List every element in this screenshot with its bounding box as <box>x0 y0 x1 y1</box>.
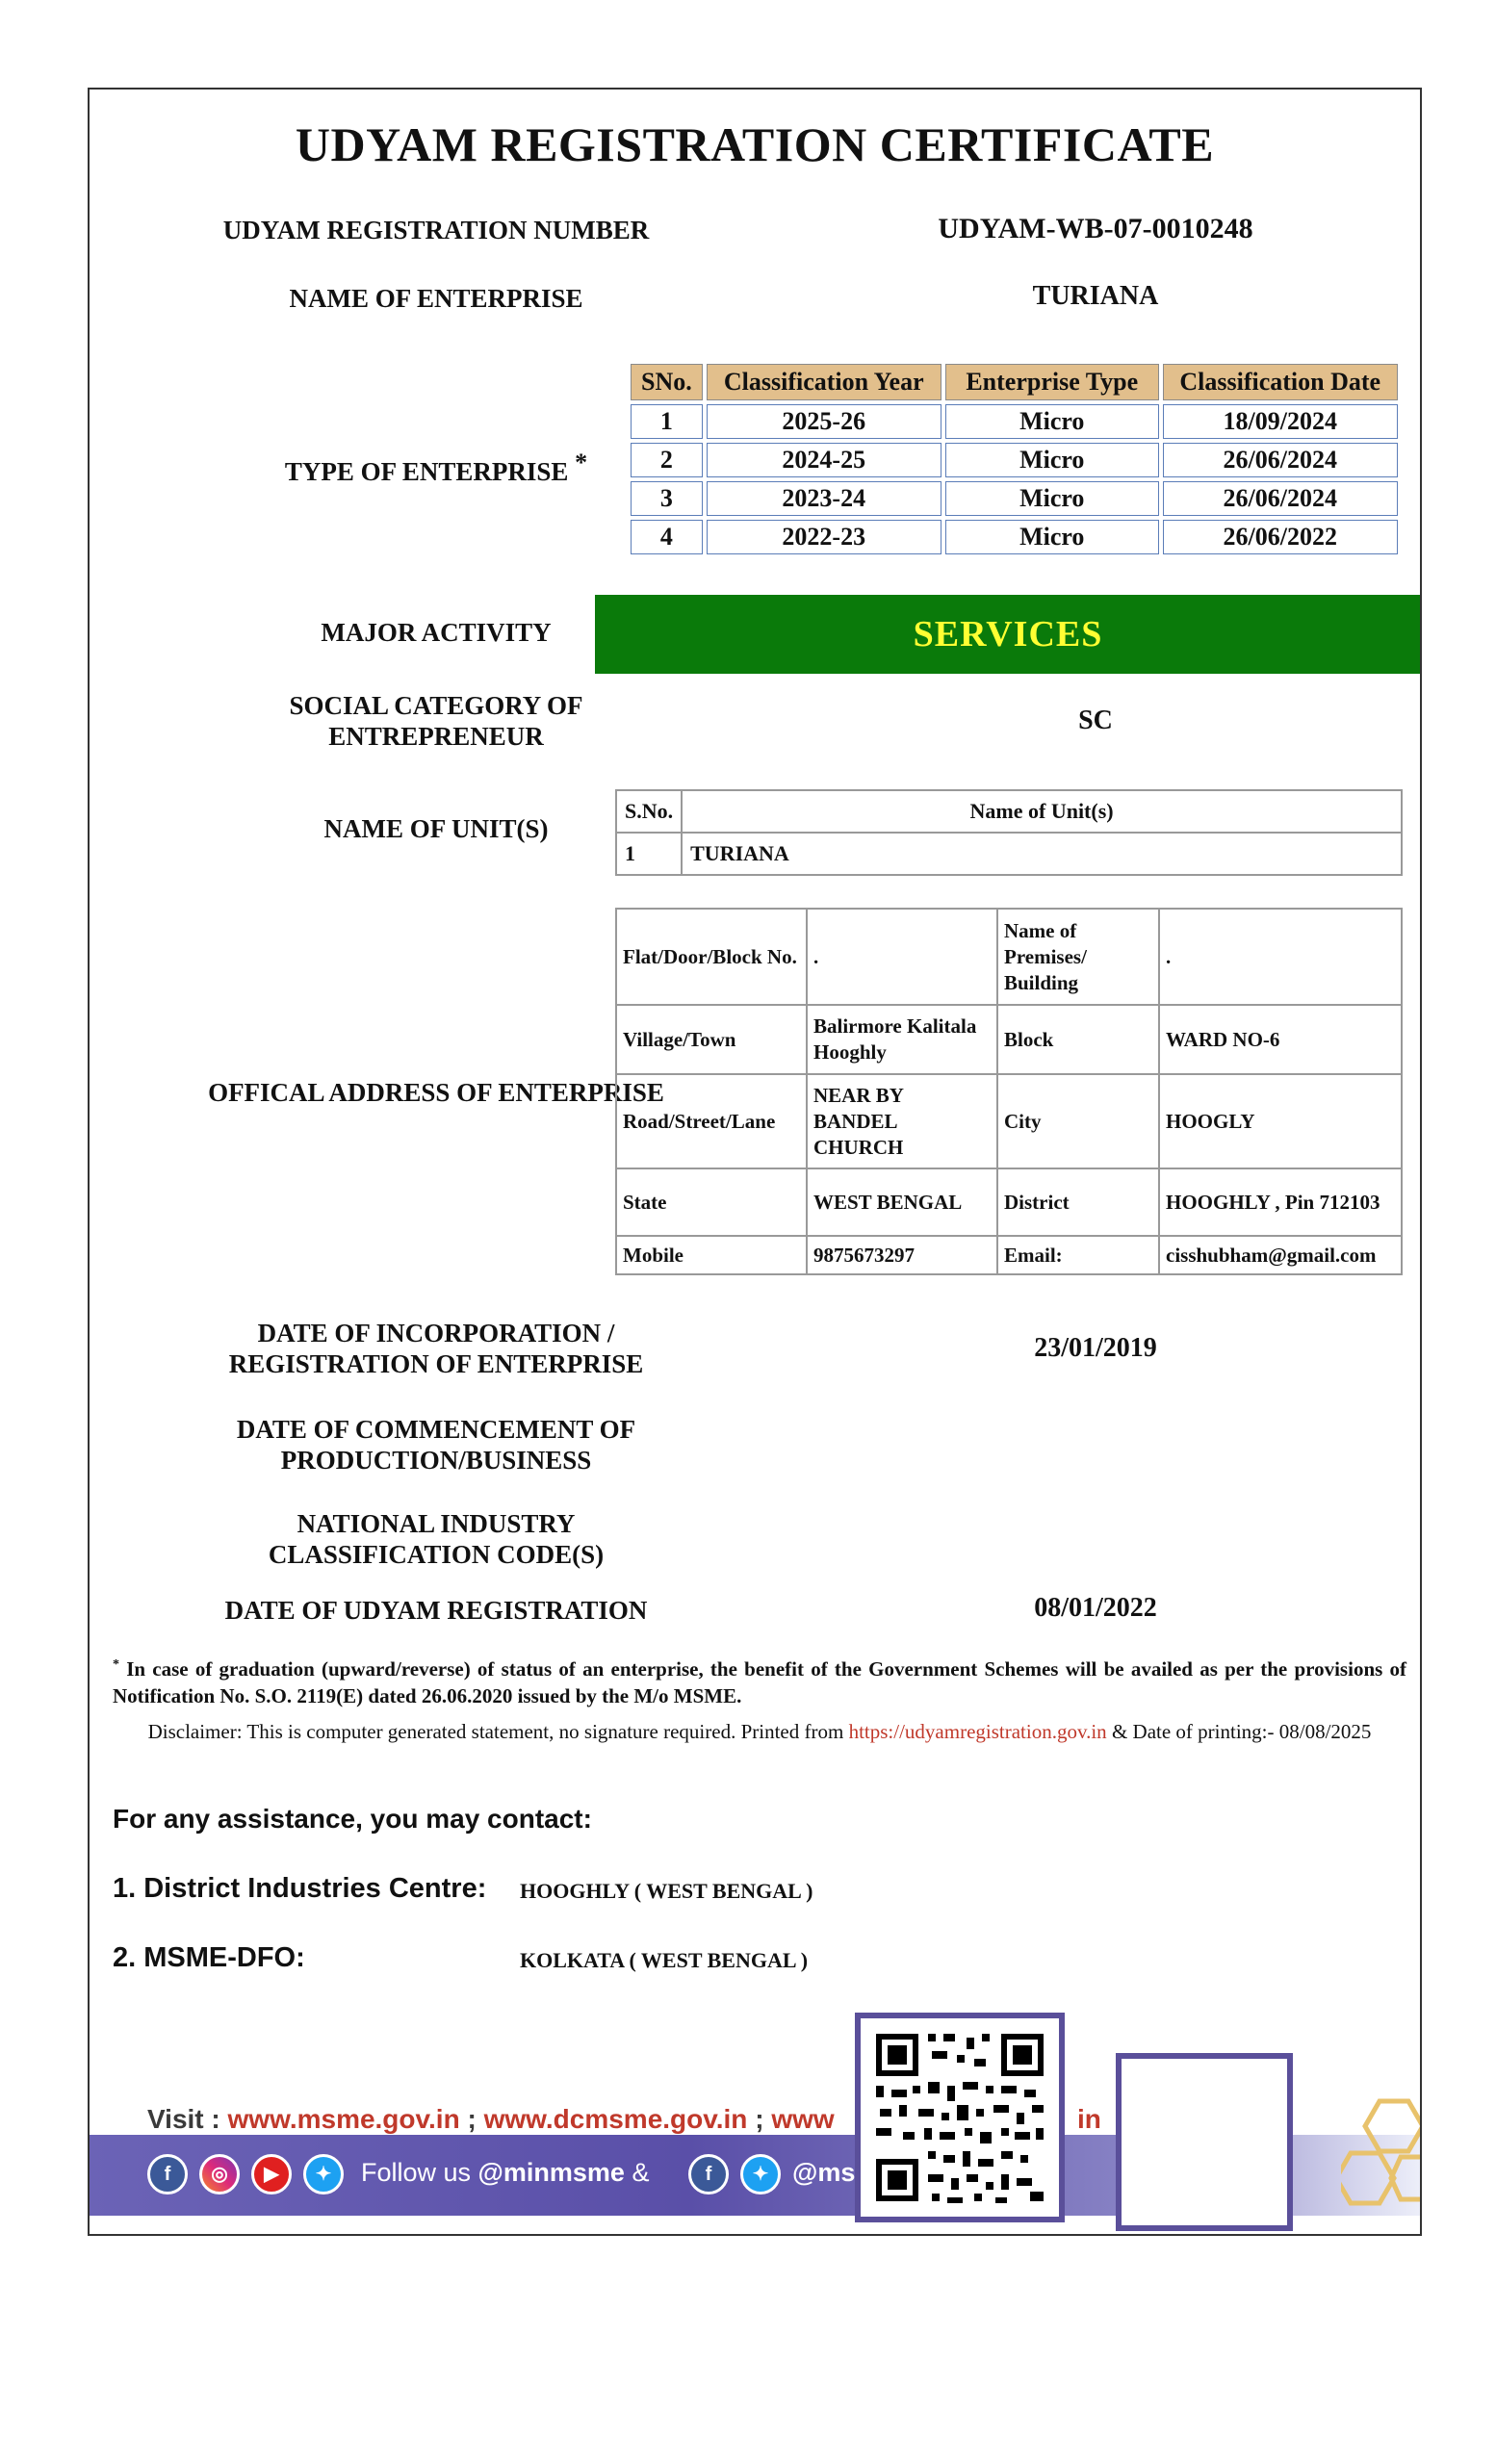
social-category-value: SC <box>1078 706 1113 735</box>
follow-handle[interactable]: @minmsme <box>477 2158 625 2187</box>
dfo-value: KOLKATA ( WEST BENGAL ) <box>520 1948 809 1972</box>
commencement-label-line1: DATE OF COMMENCEMENT OF <box>236 1415 636 1444</box>
cell-date: 18/09/2024 <box>1163 404 1398 439</box>
address-cell-value: WEST BENGAL <box>807 1168 997 1236</box>
photo-placeholder <box>1116 2053 1293 2231</box>
address-cell-label: Name of Premises/ Building <box>997 909 1159 1005</box>
address-cell-label: Mobile <box>616 1236 807 1274</box>
note-marker: * <box>113 1657 119 1672</box>
address-cell-value: cisshubham@gmail.com <box>1159 1236 1402 1274</box>
follow-handle-2[interactable]: @ms <box>792 2158 856 2187</box>
udyam-date-label: DATE OF UDYAM REGISTRATION <box>224 1596 648 1625</box>
nic-label <box>109 1508 763 1570</box>
cell-date: 26/06/2022 <box>1163 520 1398 554</box>
instagram-icon[interactable]: ◎ <box>199 2154 240 2194</box>
follow-amp: & <box>624 2158 650 2187</box>
address-cell-value: HOOGHLY , Pin 712103 <box>1159 1168 1402 1236</box>
certificate-title: UDYAM REGISTRATION CERTIFICATE <box>295 117 1215 171</box>
table-row <box>616 1005 1402 1074</box>
address-table <box>615 908 1403 1275</box>
registration-number-label: UDYAM REGISTRATION NUMBER <box>222 216 650 244</box>
cell-date: 26/06/2024 <box>1163 481 1398 516</box>
visit-line <box>147 2104 1101 2135</box>
dfo-label: 2. MSME-DFO: <box>113 1942 305 1973</box>
table-header-row <box>631 364 1398 400</box>
header-sno: SNo. <box>631 364 703 400</box>
cell-sno: 4 <box>631 520 703 554</box>
table-row <box>616 833 1402 875</box>
graduation-note <box>113 1652 1406 1709</box>
social-category-label-line1: SOCIAL CATEGORY OF <box>289 691 583 720</box>
cell-sno: 1 <box>631 404 703 439</box>
cell-year: 2024-25 <box>707 443 941 477</box>
table-row <box>631 520 1398 554</box>
visit-link-msme[interactable]: www.msme.gov.in <box>227 2104 460 2134</box>
visit-separator: ; <box>459 2104 484 2134</box>
address-cell-value: WARD NO-6 <box>1159 1005 1402 1074</box>
qr-code <box>855 2013 1065 2222</box>
major-activity-label: MAJOR ACTIVITY <box>321 618 552 647</box>
table-row <box>631 481 1398 516</box>
table-row <box>631 404 1398 439</box>
cell-type: Micro <box>945 404 1159 439</box>
incorporation-label-line1: DATE OF INCORPORATION / <box>257 1319 615 1348</box>
cell-type: Micro <box>945 481 1159 516</box>
units-table <box>615 789 1403 876</box>
header-sno: S.No. <box>616 790 682 833</box>
cell-sno: 1 <box>616 833 682 875</box>
incorporation-label-line2: REGISTRATION OF ENTERPRISE <box>228 1349 644 1378</box>
address-cell-label: Flat/Door/Block No. <box>616 909 807 1005</box>
address-cell-label: State <box>616 1168 807 1236</box>
address-cell-label: Village/Town <box>616 1005 807 1074</box>
assistance-heading: For any assistance, you may contact: <box>113 1804 592 1834</box>
table-row <box>616 1074 1402 1168</box>
header-enterprise-type: Enterprise Type <box>945 364 1159 400</box>
udyam-date-value: 08/01/2022 <box>1034 1593 1157 1623</box>
enterprise-type-label-text: TYPE OF ENTERPRISE <box>284 457 569 486</box>
cell-unit-name: TURIANA <box>682 833 1402 875</box>
twitter-icon[interactable]: ✦ <box>740 2154 781 2194</box>
table-row <box>616 1168 1402 1236</box>
units-label: NAME OF UNIT(S) <box>323 814 549 843</box>
facebook-icon[interactable]: f <box>147 2154 188 2194</box>
twitter-icon[interactable]: ✦ <box>303 2154 344 2194</box>
major-activity-value: SERVICES <box>595 595 1421 674</box>
enterprise-name-value: TURIANA <box>1032 281 1159 311</box>
visit-link-third[interactable]: www <box>771 2104 835 2134</box>
cell-date: 26/06/2024 <box>1163 443 1398 477</box>
note-text: In case of graduation (upward/reverse) of status of an enterprise, the benefit of the Government Schemes will be availed as per the provisions of Notification No. S.O. 2119(E) dated 26.06.2020 issued by the M/o MSME. <box>113 1657 1407 1707</box>
dic-value: HOOGHLY ( WEST BENGAL ) <box>520 1879 813 1903</box>
header-classification-date: Classification Date <box>1163 364 1398 400</box>
enterprise-name-label: NAME OF ENTERPRISE <box>289 284 583 313</box>
address-label: OFFICAL ADDRESS OF ENTERPRISE <box>208 1078 664 1107</box>
disclaimer-suffix: & Date of printing:- 08/08/2025 <box>1106 1720 1372 1743</box>
disclaimer-prefix: Disclaimer: This is computer generated statement, no signature required. Printed from <box>147 1720 849 1743</box>
honeycomb-decoration-icon <box>1341 2092 1422 2207</box>
address-cell-label: City <box>997 1074 1159 1168</box>
table-row <box>616 1236 1402 1274</box>
address-cell-value: Balirmore Kalitala Hooghly <box>807 1005 997 1074</box>
address-cell-value: . <box>1159 909 1402 1005</box>
header-classification-year: Classification Year <box>707 364 941 400</box>
address-cell-value: NEAR BY BANDEL CHURCH <box>807 1074 997 1168</box>
disclaimer <box>113 1719 1406 1745</box>
header-unit-name: Name of Unit(s) <box>682 790 1402 833</box>
cell-sno: 3 <box>631 481 703 516</box>
registration-number-value: UDYAM-WB-07-0010248 <box>938 213 1253 244</box>
table-row <box>631 443 1398 477</box>
follow-text: Follow us <box>361 2158 478 2187</box>
cell-sno: 2 <box>631 443 703 477</box>
social-category-label-line2: ENTREPRENEUR <box>328 722 544 751</box>
facebook-icon[interactable]: f <box>688 2154 729 2194</box>
table-header-row <box>616 790 1402 833</box>
nic-label-line2: CLASSIFICATION CODE(S) <box>268 1540 605 1569</box>
follow-line <box>361 2158 649 2188</box>
cell-year: 2022-23 <box>707 520 941 554</box>
address-cell-value: . <box>807 909 997 1005</box>
enterprise-type-table <box>627 360 1402 558</box>
incorporation-value: 23/01/2019 <box>1034 1333 1157 1363</box>
table-row <box>616 909 1402 1005</box>
enterprise-type-asterisk: * <box>575 449 588 476</box>
address-cell-label: Road/Street/Lane <box>616 1074 807 1168</box>
certificate-frame <box>88 88 1422 2236</box>
nic-label-line1: NATIONAL INDUSTRY <box>297 1509 576 1538</box>
cell-year: 2025-26 <box>707 404 941 439</box>
commencement-label <box>109 1414 763 1476</box>
visit-separator-2: ; <box>747 2104 772 2134</box>
visit-label: Visit : <box>147 2104 228 2134</box>
disclaimer-link[interactable]: https://udyamregistration.gov.in <box>848 1720 1107 1743</box>
address-cell-label: District <box>997 1168 1159 1236</box>
visit-link-third-end: in <box>1077 2104 1101 2134</box>
cell-year: 2023-24 <box>707 481 941 516</box>
address-cell-label: Block <box>997 1005 1159 1074</box>
address-cell-value: HOOGLY <box>1159 1074 1402 1168</box>
dic-label: 1. District Industries Centre: <box>113 1873 487 1904</box>
address-cell-label: Email: <box>997 1236 1159 1274</box>
address-cell-value: 9875673297 <box>807 1236 997 1274</box>
cell-type: Micro <box>945 520 1159 554</box>
qr-code-icon <box>861 2018 1059 2217</box>
commencement-label-line2: PRODUCTION/BUSINESS <box>280 1446 592 1475</box>
visit-link-dcmsme[interactable]: www.dcmsme.gov.in <box>483 2104 748 2134</box>
youtube-icon[interactable]: ▶ <box>251 2154 292 2194</box>
cell-type: Micro <box>945 443 1159 477</box>
